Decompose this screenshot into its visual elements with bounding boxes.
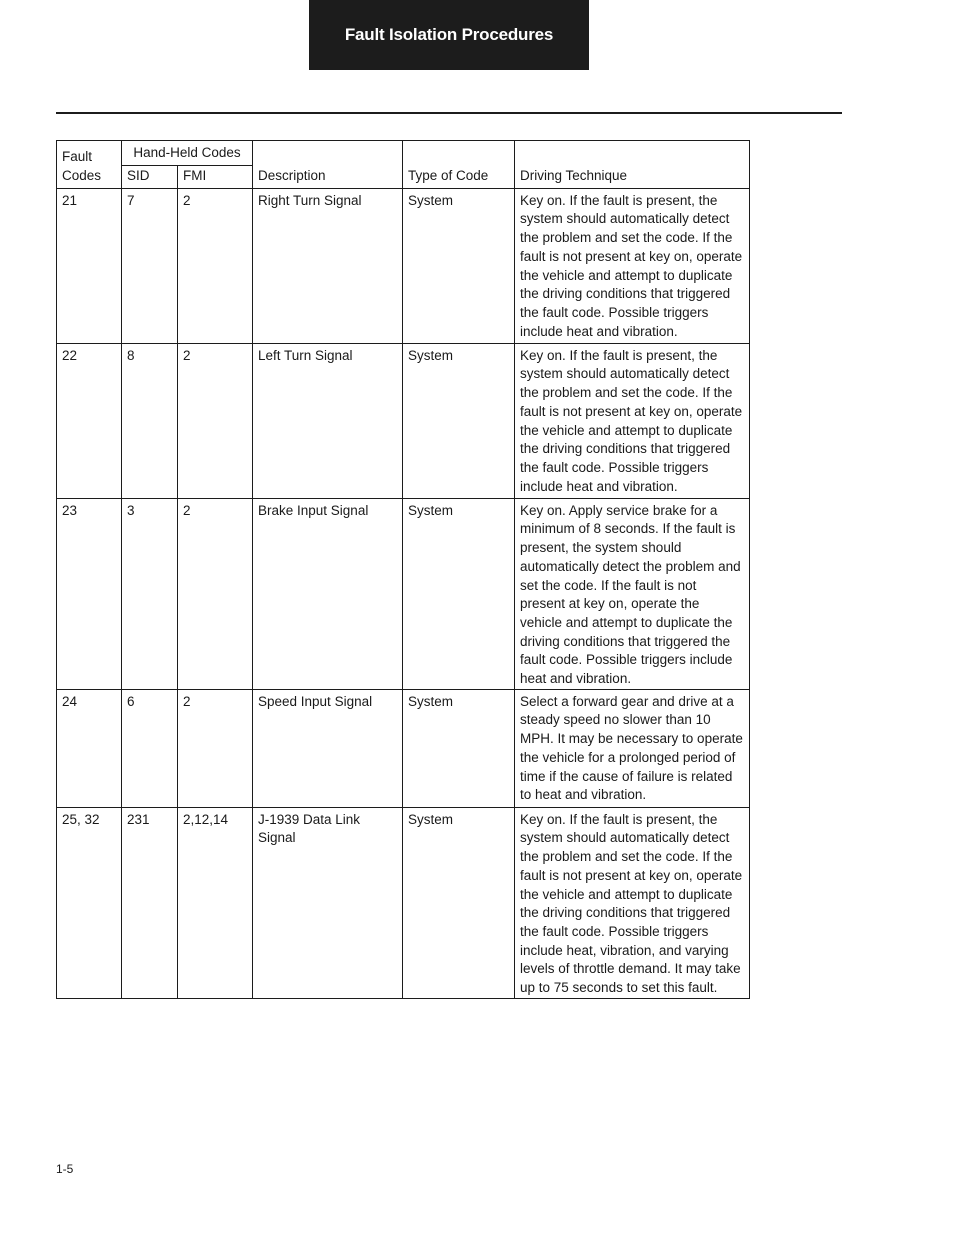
cell-description: Right Turn Signal <box>253 188 403 343</box>
cell-type-of-code: System <box>403 343 515 498</box>
header-fault-codes: Fault Codes <box>57 141 122 189</box>
table-row <box>57 188 750 343</box>
cell-fault-codes: 24 <box>57 689 122 807</box>
cell-type-of-code: System <box>403 188 515 343</box>
cell-fmi: 2 <box>178 188 253 343</box>
cell-type-of-code: System <box>403 689 515 807</box>
cell-fault-codes: 22 <box>57 343 122 498</box>
cell-fault-codes: 25, 32 <box>57 807 122 998</box>
cell-fmi: 2 <box>178 689 253 807</box>
header-driving-technique: Driving Technique <box>515 141 750 189</box>
cell-sid: 231 <box>122 807 178 998</box>
header-row-top <box>57 141 750 166</box>
cell-sid: 7 <box>122 188 178 343</box>
cell-fault-codes: 23 <box>57 498 122 689</box>
cell-sid: 6 <box>122 689 178 807</box>
table-row <box>57 807 750 998</box>
header-fmi: FMI <box>178 165 253 188</box>
cell-driving-technique: Select a forward gear and drive at a steady speed no slower than 10 MPH. It may be necessary to operate the vehicle for a prolonged period of time if the cause of failure is related to heat and vibration. <box>515 689 750 807</box>
cell-description: J-1939 Data Link Signal <box>253 807 403 998</box>
cell-driving-technique: Key on. If the fault is present, the system should automatically detect the problem and set the code. If the fault is not present at key on, operate the vehicle and attempt to duplicate the driving conditions that triggered the fault code. Possible triggers include heat, vibration, and varying levels of throttle demand. It may take up to 75 seconds to set this fault. <box>515 807 750 998</box>
cell-fmi: 2 <box>178 498 253 689</box>
table-row <box>57 689 750 807</box>
table-row <box>57 343 750 498</box>
cell-fault-codes: 21 <box>57 188 122 343</box>
fault-codes-table <box>56 140 750 999</box>
cell-description: Speed Input Signal <box>253 689 403 807</box>
cell-sid: 8 <box>122 343 178 498</box>
page-number: 1-5 <box>56 1162 74 1176</box>
cell-type-of-code: System <box>403 807 515 998</box>
header-description: Description <box>253 141 403 189</box>
header-hand-held-codes: Hand-Held Codes <box>122 141 253 166</box>
header-sid: SID <box>122 165 178 188</box>
page-title: Fault Isolation Procedures <box>344 25 554 44</box>
header-type-of-code: Type of Code <box>403 141 515 189</box>
cell-fmi: 2 <box>178 343 253 498</box>
cell-driving-technique: Key on. If the fault is present, the system should automatically detect the problem and set the code. If the fault is not present at key on, operate the vehicle and attempt to duplicate the driving conditions that triggered the fault code. Possible triggers include heat and vibration. <box>515 343 750 498</box>
page-header-tab <box>309 0 589 70</box>
cell-description: Left Turn Signal <box>253 343 403 498</box>
cell-driving-technique: Key on. If the fault is present, the system should automatically detect the problem and set the code. If the fault is not present at key on, operate the vehicle and attempt to duplicate the driving conditions that triggered the fault code. Possible triggers include heat and vibration. <box>515 188 750 343</box>
table-row <box>57 498 750 689</box>
header-rule <box>56 112 842 114</box>
cell-fmi: 2,12,14 <box>178 807 253 998</box>
cell-type-of-code: System <box>403 498 515 689</box>
cell-sid: 3 <box>122 498 178 689</box>
cell-driving-technique: Key on. Apply service brake for a minimum of 8 seconds. If the fault is present, the system should automatically detect the problem and set the code. If the fault is not present at key on, operate the vehicle and attempt to duplicate the driving conditions that triggered the fault code. Possible triggers include heat and vibration. <box>515 498 750 689</box>
cell-description: Brake Input Signal <box>253 498 403 689</box>
